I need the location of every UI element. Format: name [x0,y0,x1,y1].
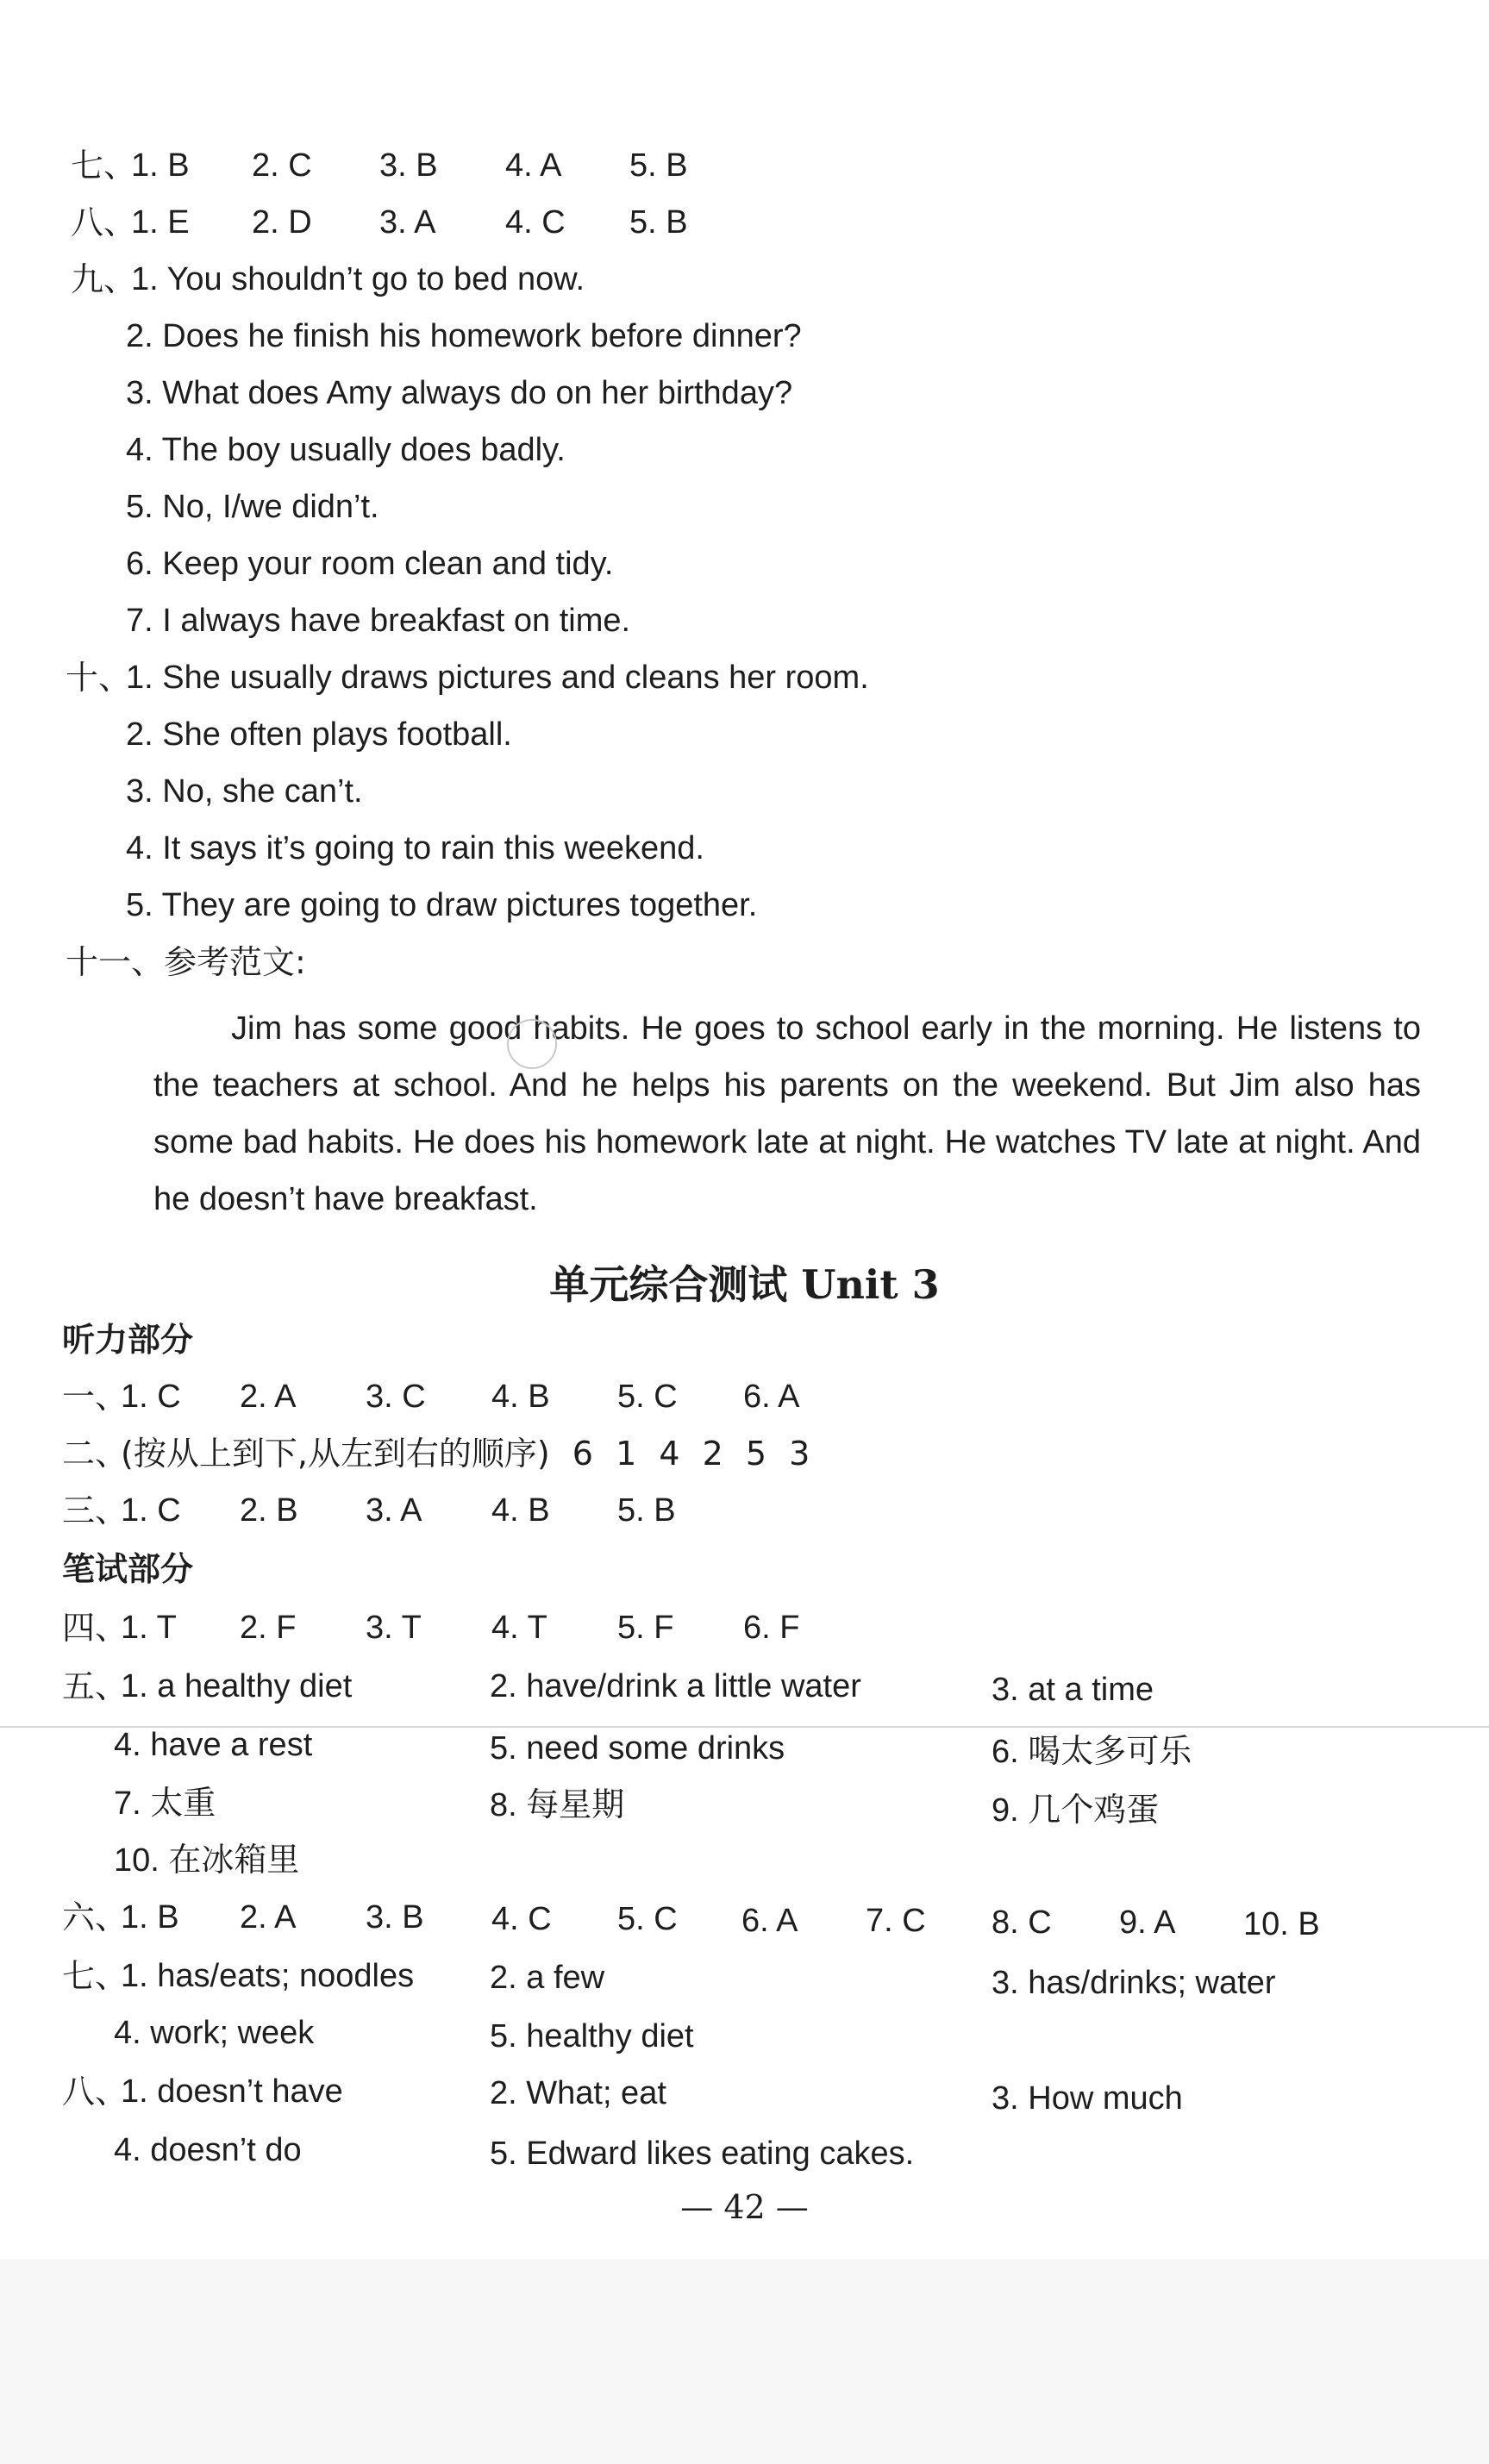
answer-line: 7. I always have breakfast on time. [126,603,631,639]
answer: 6. F [743,1610,800,1646]
answer: 3. B [379,147,438,184]
answer: 1. a healthy diet [121,1668,353,1704]
answer: 4. have a rest [114,1727,313,1763]
answer-line: 5. They are going to draw pictures together. [126,887,758,923]
answer: 3. at a time [992,1672,1154,1708]
answer: 3. A [379,204,436,241]
answer: 1. C [121,1379,181,1415]
answer: 1. C [121,1492,181,1529]
answer: 1. B [121,1899,179,1936]
answer: 6. A [741,1903,798,1939]
stamp-mark [507,1019,557,1069]
answer: 6. 喝太多可乐 [992,1734,1192,1770]
answer: 3. B [366,1899,424,1936]
answer: 1. has/eats; noodles [121,1958,415,1994]
part-8-label: 八、 [62,2073,128,2111]
answer: 3. A [366,1492,422,1529]
writing-heading: 笔试部分 [62,1550,194,1588]
answer: 10. B [1243,1906,1320,1942]
answer-line: 4. The boy usually does badly. [126,432,566,468]
unit-title: 单元综合测试 Unit 3 [549,1261,940,1308]
answer: 1. T [121,1610,177,1646]
part-2-label: 二、 [62,1435,128,1473]
answer-line: 5. No, I/we didn’t. [126,489,379,525]
answer: 5. need some drinks [490,1730,785,1767]
page-number: — 42 — [680,2188,809,2226]
part-5-label: 五、 [62,1667,128,1705]
answer: 1. doesn’t have [121,2073,343,2110]
answer: 2. B [240,1492,298,1529]
part-7-label: 七、 [62,1957,128,1995]
answer: 4. doesn’t do [114,2132,302,2168]
answer-line: 3. No, she can’t. [126,773,363,810]
answer: 4. B [491,1379,550,1415]
answer: 2. D [252,204,312,241]
page-bottom-margin [0,2259,1489,2464]
listening-heading: 听力部分 [62,1321,194,1359]
answer: 4. A [505,147,562,184]
answer: 2. have/drink a little water [490,1668,861,1704]
answer: 5. F [617,1610,674,1646]
answer: 2. A [240,1899,297,1936]
answer-line: 2. She often plays football. [126,716,512,753]
ordering-answer: (按从上到下,从左到右的顺序) 6 1 4 2 5 3 [121,1435,810,1473]
answer: 5. healthy diet [490,2018,694,2054]
answer-line: 1. She usually draws pictures and cleans her room. [126,660,869,696]
answer: 5. C [617,1901,678,1937]
answer: 3. How much [992,2080,1183,2117]
answer: 5. C [617,1379,678,1415]
part-6-label: 六、 [62,1898,128,1936]
answer: 4. work; week [114,2015,315,2051]
section-7-label: 七、 [71,147,137,184]
answer: 4. C [505,204,566,241]
answer-line: 6. Keep your room clean and tidy. [126,546,614,582]
section-9-label: 九、 [71,260,137,298]
answer: 4. T [491,1610,547,1646]
answer: 7. 太重 [114,1785,216,1822]
answer-line: 1. You shouldn’t go to bed now. [131,261,585,297]
answer: 2. C [252,147,312,184]
part-4-label: 四、 [62,1609,128,1647]
answer: 1. E [131,204,190,241]
part-1-label: 一、 [62,1378,128,1416]
answer: 8. 每星期 [490,1787,625,1823]
answer-line: 4. It says it’s going to rain this weekend. [126,830,704,866]
answer: 5. B [617,1492,676,1529]
section-11-label: 十一、参考范文: [66,943,306,981]
section-8-label: 八、 [71,203,137,241]
answer: 3. T [366,1610,422,1646]
answer: 5. Edward likes eating cakes. [490,2136,915,2172]
answer: 10. 在冰箱里 [114,1842,300,1879]
answer: 8. C [992,1904,1052,1941]
answer-line: 2. Does he finish his homework before dinner? [126,318,802,354]
answer: 4. C [491,1901,552,1937]
answer: 2. a few [490,1960,605,1996]
answer: 4. B [491,1492,550,1529]
answer: 6. A [743,1379,800,1415]
part-3-label: 三、 [62,1492,128,1529]
answer: 2. What; eat [490,2075,666,2111]
answer: 3. C [366,1379,426,1415]
answer: 9. 几个鸡蛋 [992,1792,1160,1829]
section-10-label: 十、 [66,659,132,697]
sample-essay: Jim has some good habits. He goes to school early in the morning. He listens to the teachers at school. And he helps his parents on the weekend. But Jim also has some bad habits. He does his homework late at night. He watches TV late at night. And he doesn’t have breakfast. [153,1010,1421,1217]
answer: 5. B [629,147,688,184]
answer: 3. has/drinks; water [992,1965,1276,2001]
answer: 2. F [240,1610,297,1646]
answer: 5. B [629,204,688,241]
answer: 1. B [131,147,190,184]
answer: 7. C [866,1903,926,1939]
answer: 2. A [240,1379,297,1415]
answer: 9. A [1119,1904,1176,1941]
answer-line: 3. What does Amy always do on her birthday? [126,375,793,411]
